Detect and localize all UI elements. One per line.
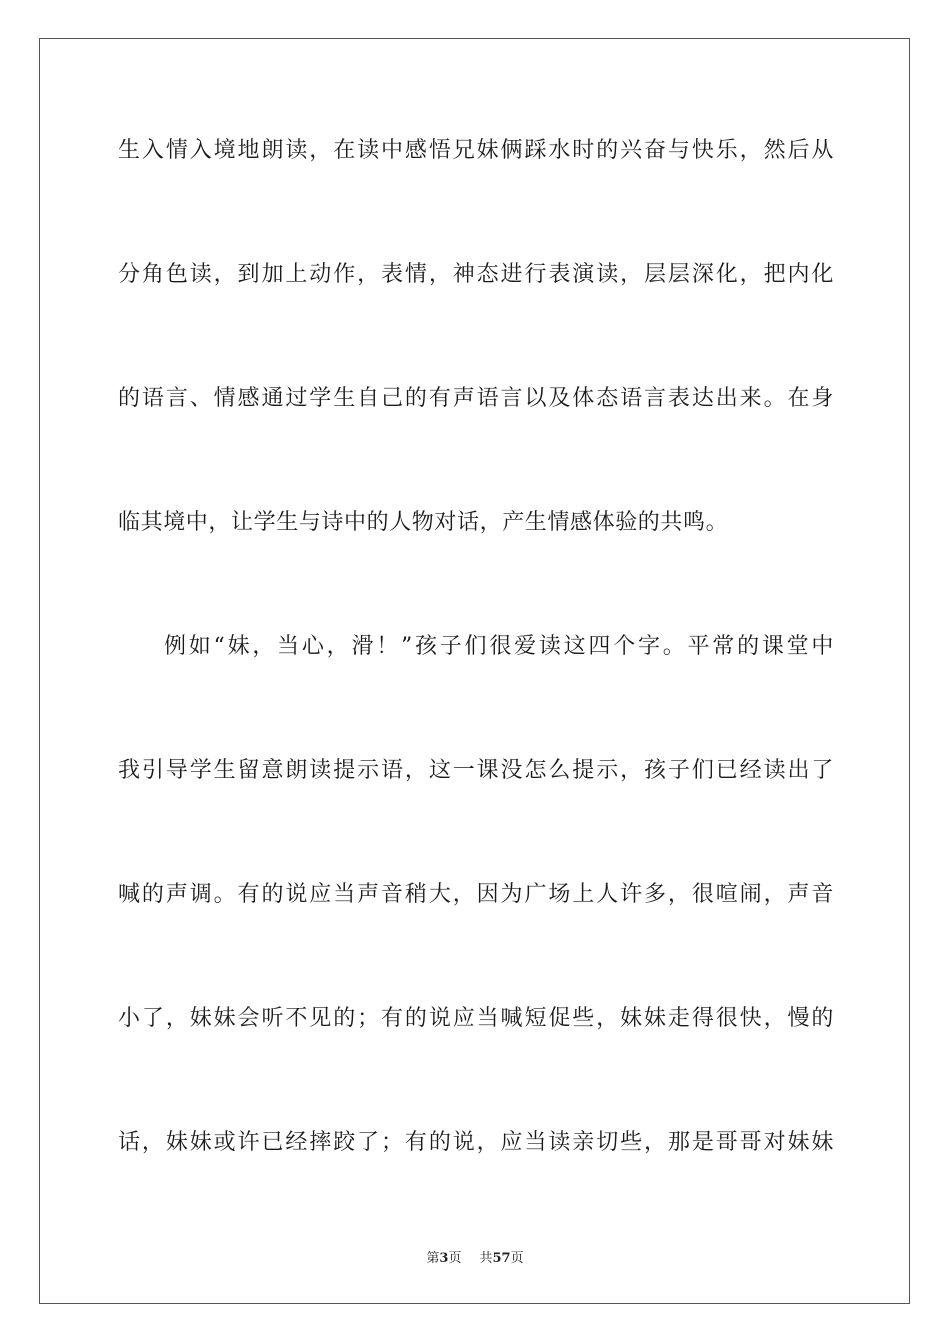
text-line-2: 分角色读，到加上动作，表情，神态进行表演读，层层深化，把内化 <box>118 262 834 287</box>
text-line-4: 临其境中，让学生与诗中的人物对话，产生情感体验的共鸣。 <box>118 510 729 535</box>
text-line-6: 我引导学生留意朗读提示语，这一课没怎么提示，孩子们已经读出了 <box>118 758 834 783</box>
page-prefix: 第 <box>426 1251 440 1266</box>
text-line-7: 喊的声调。有的说应当声音稍大，因为广场上人许多，很喧闹，声音 <box>118 882 834 907</box>
total-suffix: 页 <box>510 1251 524 1266</box>
page-number: 3 <box>439 1251 449 1266</box>
text-line-9: 话，妹妹或许已经摔跤了；有的说，应当读亲切些，那是哥哥对妹妹 <box>118 1130 834 1155</box>
text-line-5: 例如“妹，当心，滑！”孩子们很爱读这四个字。平常的课堂中 <box>164 634 834 659</box>
text-line-8: 小了，妹妹会听不见的；有的说应当喊短促些，妹妹走得很快，慢的 <box>118 1006 834 1031</box>
text-line-1: 生入情入境地朗读，在读中感悟兄妹俩踩水时的兴奋与快乐，然后从 <box>118 138 834 163</box>
page-suffix: 页 <box>448 1251 462 1266</box>
text-line-3: 的语言、情感通过学生自己的有声语言以及体态语言表达出来。在身 <box>118 386 834 411</box>
page-footer <box>0 1247 950 1266</box>
total-prefix: 共 <box>479 1251 493 1266</box>
page-border <box>39 38 910 1304</box>
total-pages: 57 <box>492 1251 511 1266</box>
